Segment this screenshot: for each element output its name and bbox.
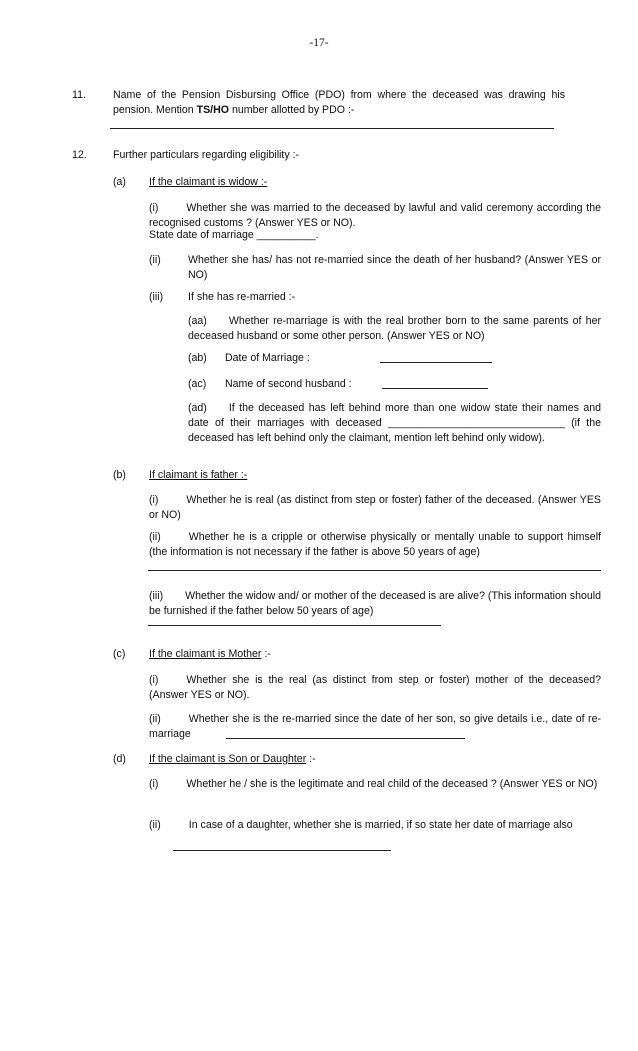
item-11-text-b: number allotted by PDO :- bbox=[229, 104, 355, 116]
a-ab-text: Date of Marriage : bbox=[225, 352, 310, 364]
c-i-text: Whether she is the real (as distinct from step or foster) mother of the deceased? (Answer YES or NO). bbox=[149, 674, 601, 701]
section-a-label: (a) bbox=[113, 176, 126, 188]
section-d-heading-suffix: :- bbox=[306, 753, 316, 765]
b-iii-answer-line[interactable] bbox=[148, 625, 441, 626]
d-i-question bbox=[149, 777, 601, 792]
c-i-question bbox=[149, 673, 601, 703]
section-b-label: (b) bbox=[113, 469, 126, 481]
b-ii-answer-line[interactable] bbox=[148, 570, 601, 571]
item-11-answer-line[interactable] bbox=[110, 128, 554, 129]
b-i-question bbox=[149, 493, 601, 523]
item-12-number: 12. bbox=[72, 149, 87, 161]
b-ii-text: Whether he is a cripple or otherwise physically or mentally unable to support himself (the information is not necessary if the father is above 50 years of age) bbox=[149, 531, 601, 558]
a-i-date-field[interactable]: State date of marriage __________. bbox=[149, 229, 319, 241]
a-ac-label: (ac) bbox=[188, 378, 207, 390]
item-11-text bbox=[113, 88, 565, 118]
a-i-text: Whether she was married to the deceased by lawful and valid ceremony according the recognised customs ? (Answer YES or NO). bbox=[149, 202, 601, 229]
c-ii-text: Whether she is the re-married since the date of her son, so give details i.e., date of re-marriage bbox=[149, 713, 601, 740]
section-d-heading-wrap bbox=[149, 752, 316, 767]
page-number: -17- bbox=[309, 37, 329, 49]
section-b-heading: If claimant is father :- bbox=[149, 469, 248, 481]
a-ad-label: (ad) bbox=[188, 402, 207, 414]
item-11-number: 11. bbox=[72, 89, 86, 101]
a-ac-answer-line[interactable] bbox=[382, 388, 488, 389]
d-ii-text: In case of a daughter, whether she is married, if so state her date of marriage also bbox=[188, 819, 573, 831]
a-iii-label: (iii) bbox=[149, 291, 164, 303]
d-ii-label: (ii) bbox=[149, 819, 161, 831]
section-c-heading-suffix: :- bbox=[261, 648, 271, 660]
item-11-text-bold: TS/HO bbox=[196, 104, 230, 116]
b-ii-label: (ii) bbox=[149, 531, 161, 543]
b-i-text: Whether he is real (as distinct from step or foster) father of the deceased. (Answer YES or NO) bbox=[149, 494, 601, 521]
section-d-heading: If the claimant is Son or Daughter bbox=[149, 753, 307, 765]
b-ii-question bbox=[149, 530, 601, 560]
b-iii-text: Whether the widow and/ or mother of the deceased is are alive? (This information should be furnished if the father below 50 years of age) bbox=[149, 590, 601, 617]
d-ii-question bbox=[149, 818, 601, 833]
b-iii-question bbox=[149, 589, 601, 619]
d-i-text: Whether he / she is the legitimate and real child of the deceased ? (Answer YES or NO) bbox=[186, 778, 598, 790]
c-i-label: (i) bbox=[149, 674, 159, 686]
item-12-text: Further particulars regarding eligibility :- bbox=[113, 149, 300, 161]
a-i-label: (i) bbox=[149, 202, 159, 214]
b-iii-label: (iii) bbox=[149, 590, 164, 602]
item-11-text-a: Name of the Pension Disbursing Office (PDO) from where the deceased was drawing his pension. Mention bbox=[113, 89, 565, 116]
a-ab-answer-line[interactable] bbox=[380, 362, 492, 363]
c-ii-label: (ii) bbox=[149, 713, 161, 725]
d-ii-answer-line[interactable] bbox=[173, 850, 391, 851]
a-ab-label: (ab) bbox=[188, 352, 207, 364]
a-ii-text: Whether she has/ has not re-married since the death of her husband? (Answer YES or NO) bbox=[188, 254, 601, 281]
a-aa-question bbox=[188, 314, 601, 344]
a-aa-label: (aa) bbox=[188, 315, 207, 327]
section-d-label: (d) bbox=[113, 753, 126, 765]
section-c-heading: If the claimant is Mother bbox=[149, 648, 262, 660]
a-ii-label: (ii) bbox=[149, 254, 161, 266]
b-i-label: (i) bbox=[149, 494, 159, 506]
a-i-question bbox=[149, 201, 601, 231]
a-ad-question bbox=[188, 401, 601, 446]
a-ad-text: If the deceased has left behind more than one widow state their names and date of their marriages with deceased ______________________________ (if the deceased has left behind only the claimant, mention left behind only widow). bbox=[188, 402, 601, 444]
a-ac-text: Name of second husband : bbox=[225, 378, 352, 390]
section-c-label: (c) bbox=[113, 648, 126, 660]
section-c-heading-wrap bbox=[149, 647, 271, 662]
section-a-heading: If the claimant is widow :- bbox=[149, 176, 268, 188]
d-i-label: (i) bbox=[149, 778, 159, 790]
c-ii-answer-line[interactable] bbox=[226, 738, 465, 739]
a-aa-text: Whether re-marriage is with the real brother born to the same parents of her deceased husband or some other person. (Answer YES or NO) bbox=[188, 315, 601, 342]
a-iii-text: If she has re-married :- bbox=[188, 291, 296, 303]
